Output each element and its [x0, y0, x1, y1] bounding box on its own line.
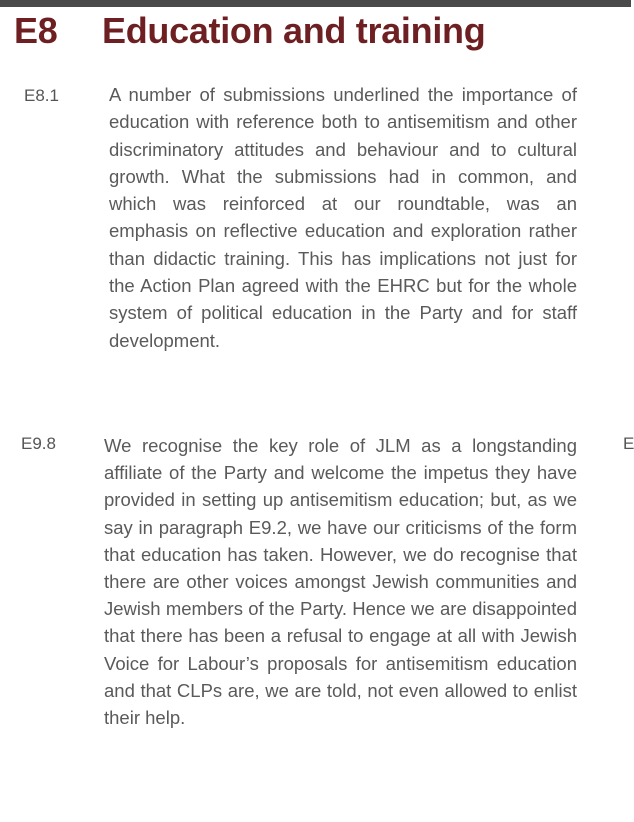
section-heading	[14, 10, 485, 52]
paragraph-text: We recognise the key role of JLM as a longstanding affiliate of the Party and welcome the impetus they have provided in setting up antisemitism education; but, as we say in paragraph E9.2, we have our criticisms of the form that education has taken. However, we do recognise that there are other voices amongst Jewish communities and Jewish members of the Party. Hence we are disappointed that there has been a refusal to engage at all with Jewish Voice for Labour’s proposals for antisemitism education and that CLPs are, we are told, not even allowed to enlist their help.	[104, 435, 577, 729]
paragraph-number: E8.1	[24, 86, 59, 105]
section-title: Education and training	[102, 10, 486, 51]
cropped-margin-text: E	[623, 434, 634, 453]
section-number: E8	[14, 10, 58, 51]
paragraph-text: A number of submissions underlined the importance of education with reference both to antisemitism and other discriminatory attitudes and behaviour and to cultural growth. What the submissions had in common, and which was reinforced at our roundtable, was an emphasis on reflective education and exploration rather than didactic training. This has implications not just for the Action Plan agreed with the EHRC but for the whole system of political education in the Party and for staff development.	[109, 84, 577, 351]
top-rule	[0, 0, 631, 7]
paragraph-number: E9.8	[21, 434, 56, 453]
